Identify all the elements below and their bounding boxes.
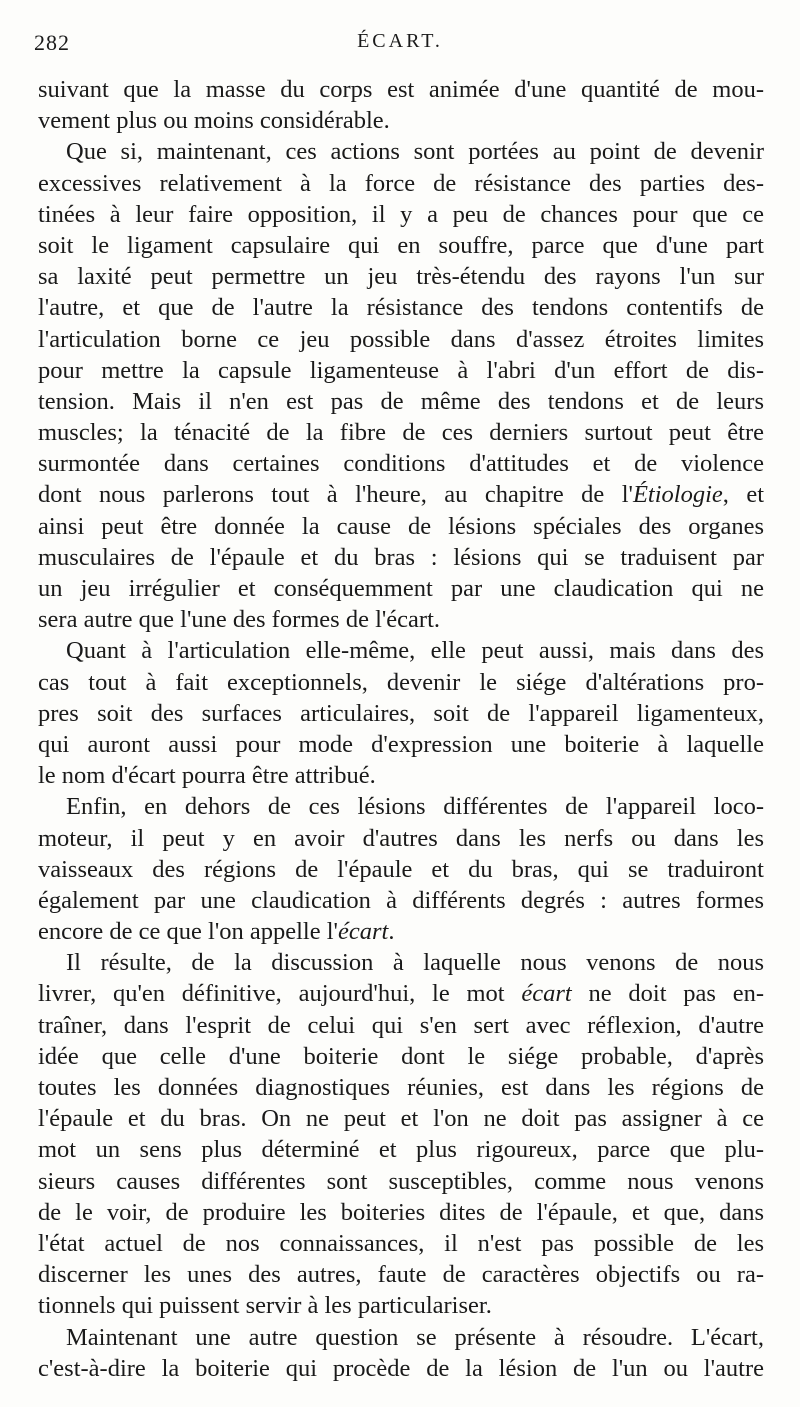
- text-segment: ne doit pas en-: [571, 980, 764, 1008]
- text-line: tinées à leur faire opposition, il y a peu de chances pour que ce: [38, 200, 764, 228]
- text-line: c'est-à-dire la boiterie qui procède de la lésion de l'un ou l'autre: [38, 1354, 764, 1382]
- italic-term-etiologie: Étiologie: [632, 481, 723, 509]
- paragraph-start-line: Quant à l'articulation elle-même, elle peut aussi, mais dans des: [66, 637, 764, 665]
- text-segment: dont nous parlerons tout à l'heure, au chapitre de l': [38, 481, 633, 509]
- text-line: tension. Mais il n'en est pas de même des tendons et de leurs: [38, 387, 764, 415]
- text-segment: encore de ce que l'on appelle l': [38, 918, 338, 946]
- paragraph-start-line: Que si, maintenant, ces actions sont portées au point de devenir: [66, 138, 764, 166]
- text-line: qui auront aussi pour mode d'expression une boiterie à laquelle: [38, 730, 764, 758]
- text-segment: , et: [722, 481, 764, 509]
- text-line: musculaires de l'épaule et du bras : lésions qui se traduisent par: [38, 543, 764, 571]
- italic-term-ecart: écart: [337, 918, 389, 946]
- text-line-with-italic: [38, 978, 764, 1009]
- text-line-with-italic: [38, 479, 764, 510]
- paragraph-start-line: Il résulte, de la discussion à laquelle nous venons de nous: [66, 949, 764, 977]
- text-line: muscles; la ténacité de la fibre de ces derniers surtout peut être: [38, 419, 764, 447]
- text-line: l'état actuel de nos connaissances, il n'est pas possible de les: [38, 1229, 764, 1257]
- text-line: également par une claudication à différents degrés : autres formes: [38, 886, 764, 914]
- text-line: discerner les unes des autres, faute de caractères objectifs ou ra-: [38, 1261, 764, 1289]
- text-line: soit le ligament capsulaire qui en souffre, parce que d'une part: [38, 231, 764, 259]
- text-line-with-italic: [38, 916, 764, 947]
- text-segment: livrer, qu'en définitive, aujourd'hui, le mot: [38, 980, 522, 1008]
- body-text: [38, 74, 764, 1384]
- running-head: ÉCART.: [357, 30, 443, 52]
- text-line: l'articulation borne ce jeu possible dans d'assez étroites limites: [38, 325, 764, 353]
- text-line: toutes les données diagnostiques réunies, est dans les régions de: [38, 1074, 764, 1101]
- text-line: l'autre, et que de l'autre la résistance des tendons contentifs de: [38, 294, 764, 322]
- text-line: un jeu irrégulier et conséquemment par une claudication qui ne: [38, 575, 764, 602]
- text-line: traîner, dans l'esprit de celui qui s'en sert avec réflexion, d'autre: [38, 1011, 764, 1039]
- text-line: tionnels qui puissent servir à les particulariser.: [38, 1292, 492, 1320]
- page-header: [34, 26, 766, 66]
- text-line: sa laxité peut permettre un jeu très-étendu des rayons l'un sur: [38, 263, 764, 291]
- text-line: vement plus ou moins considérable.: [38, 107, 390, 135]
- text-line: excessives relativement à la force de résistance des parties des-: [38, 169, 764, 197]
- text-line: idée que celle d'une boiterie dont le siége probable, d'après: [38, 1042, 764, 1070]
- text-line: le nom d'écart pourra être attribué.: [38, 762, 376, 790]
- page-number: 282: [34, 30, 70, 55]
- paragraph-start-line: Maintenant une autre question se présente à résoudre. L'écart,: [66, 1323, 764, 1351]
- text-segment: .: [388, 918, 395, 946]
- text-line: sieurs causes différentes sont susceptibles, comme nous venons: [38, 1167, 764, 1195]
- italic-term-ecart: écart: [521, 980, 572, 1008]
- text-line: l'épaule et du bras. On ne peut et l'on ne doit pas assigner à ce: [38, 1105, 764, 1133]
- text-line: vaisseaux des régions de l'épaule et du bras, qui se traduiront: [38, 855, 764, 883]
- paragraph-start-line: Enfin, en dehors de ces lésions différentes de l'appareil loco-: [66, 793, 764, 821]
- text-line: pres soit des surfaces articulaires, soit de l'appareil ligamenteux,: [38, 699, 764, 727]
- text-line: mot un sens plus déterminé et plus rigoureux, parce que plu-: [38, 1136, 764, 1164]
- text-line: ainsi peut être donnée la cause de lésions spéciales des organes: [38, 512, 764, 540]
- text-line: surmontée dans certaines conditions d'attitudes et de violence: [38, 450, 764, 478]
- text-line: pour mettre la capsule ligamenteuse à l'abri d'un effort de dis-: [38, 356, 764, 384]
- text-line: de le voir, de produire les boiteries dites de l'épaule, et que, dans: [38, 1198, 764, 1226]
- text-line: cas tout à fait exceptionnels, devenir le siége d'altérations pro-: [38, 668, 764, 696]
- text-line: sera autre que l'une des formes de l'écart.: [38, 606, 441, 634]
- text-line: suivant que la masse du corps est animée d'une quantité de mou-: [38, 76, 764, 103]
- text-line: moteur, il peut y en avoir d'autres dans les nerfs ou dans les: [38, 824, 764, 852]
